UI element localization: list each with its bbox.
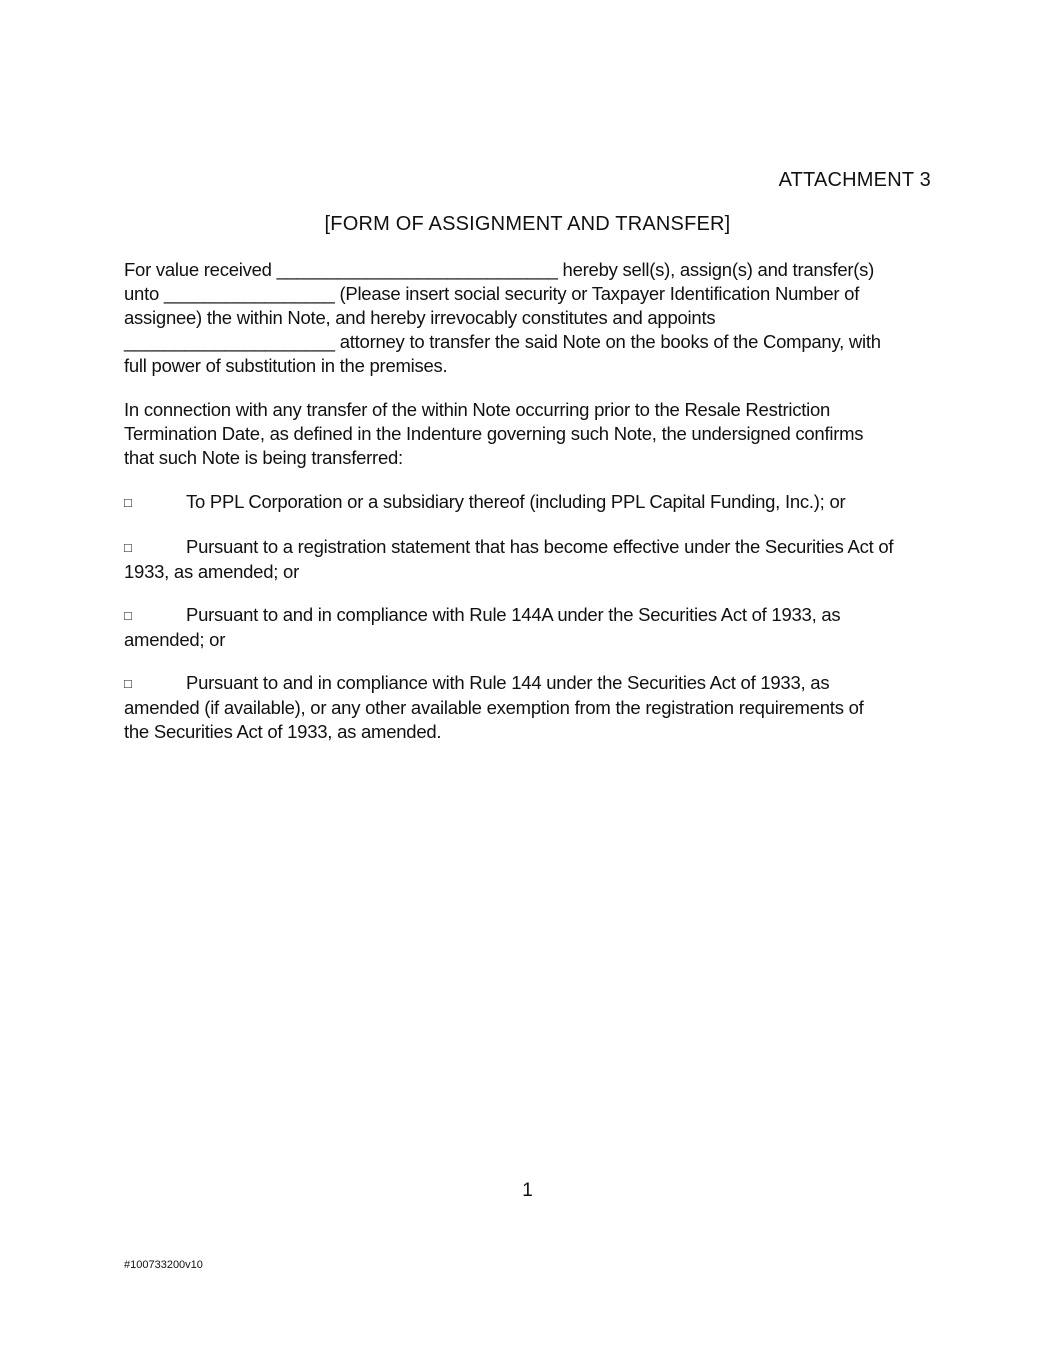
option-line: 1933, as amended; or <box>124 561 299 582</box>
option-line <box>124 671 930 696</box>
assignment-paragraph <box>124 258 930 378</box>
transfer-confirmation-paragraph <box>124 398 930 470</box>
form-title: [FORM OF ASSIGNMENT AND TRANSFER] <box>324 213 731 235</box>
checkbox-icon[interactable]: □ <box>124 495 132 510</box>
option-line: the Securities Act of 1933, as amended. <box>124 721 442 742</box>
page-number: 1 <box>522 1180 533 1201</box>
option-line: amended; or <box>124 629 226 650</box>
paragraph-line: Termination Date, as defined in the Indenture governing such Note, the undersigned confirms <box>124 423 864 444</box>
transfer-option-rule-144a <box>124 603 930 652</box>
paragraph-line: assignee) the within Note, and hereby irrevocably constitutes and appoints <box>124 307 716 328</box>
paragraph-line: For value received ____________________________ hereby sell(s), assign(s) and transfer(s) <box>124 259 875 280</box>
attachment-label: ATTACHMENT 3 <box>778 169 931 191</box>
transfer-option-ppl-corporation <box>124 490 930 515</box>
document-id: #100733200v10 <box>124 1259 203 1271</box>
paragraph-line: full power of substitution in the premises. <box>124 355 448 376</box>
option-line <box>124 603 930 628</box>
option-line <box>124 490 930 515</box>
checkbox-icon[interactable]: □ <box>124 676 132 691</box>
option-text: Pursuant to a registration statement that has become effective under the Securities Act of <box>186 536 894 557</box>
option-line <box>124 535 930 560</box>
transfer-option-rule-144 <box>124 671 930 744</box>
option-text: Pursuant to and in compliance with Rule 144A under the Securities Act of 1933, as <box>186 604 841 625</box>
option-text: To PPL Corporation or a subsidiary thereof (including PPL Capital Funding, Inc.); or <box>186 491 846 512</box>
option-line: amended (if available), or any other available exemption from the registration requirements of <box>124 697 864 718</box>
paragraph-line: that such Note is being transferred: <box>124 447 403 468</box>
paragraph-line: In connection with any transfer of the within Note occurring prior to the Resale Restriction <box>124 399 831 420</box>
paragraph-line: _____________________ attorney to transfer the said Note on the books of the Company, with <box>124 331 881 352</box>
checkbox-icon[interactable]: □ <box>124 608 132 623</box>
transfer-option-registration-statement <box>124 535 930 584</box>
paragraph-line: unto _________________ (Please insert social security or Taxpayer Identification Number of <box>124 283 860 304</box>
option-text: Pursuant to and in compliance with Rule 144 under the Securities Act of 1933, as <box>186 672 830 693</box>
checkbox-icon[interactable]: □ <box>124 540 132 555</box>
